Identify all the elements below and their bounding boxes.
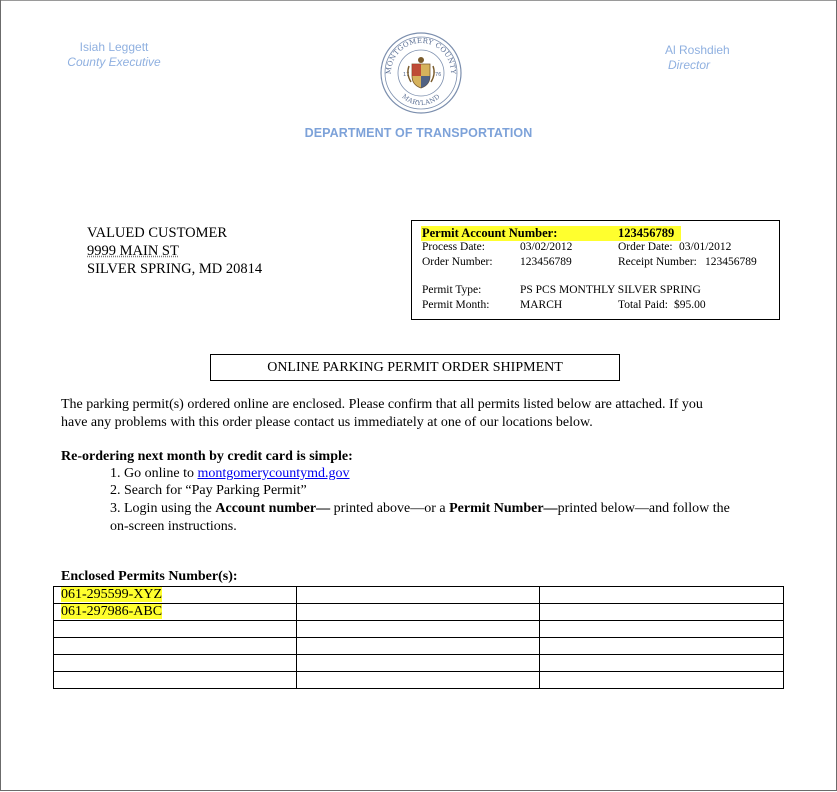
svg-text:17: 17 bbox=[403, 72, 410, 78]
svg-text:MONTGOMERY COUNTY: MONTGOMERY COUNTY bbox=[384, 36, 458, 75]
order-date-value: 03/01/2012 bbox=[679, 241, 732, 253]
reorder-step-1 bbox=[110, 465, 780, 483]
table-row bbox=[54, 638, 784, 655]
permit-number: 061-295599-XYZ bbox=[61, 587, 163, 602]
step-3-line-2: on-screen instructions. bbox=[110, 518, 237, 534]
document-title: ONLINE PARKING PERMIT ORDER SHIPMENT bbox=[210, 354, 620, 381]
enclosed-permits-table bbox=[53, 586, 784, 689]
county-executive-block bbox=[66, 40, 162, 70]
receipt-number-label: Receipt Number: bbox=[618, 256, 697, 268]
permit-cell bbox=[54, 638, 297, 655]
table-row bbox=[54, 587, 784, 604]
intro-line-1: The parking permit(s) ordered online are enclosed. Please confirm that all permits listed below are attached. If you bbox=[61, 397, 703, 412]
department-heading: DEPARTMENT OF TRANSPORTATION bbox=[304, 126, 533, 140]
permit-month-label: Permit Month: bbox=[422, 299, 490, 311]
permit-month-value: MARCH bbox=[520, 299, 563, 311]
permit-cell bbox=[297, 638, 540, 655]
permit-cell bbox=[297, 604, 540, 621]
total-paid-value: $95.00 bbox=[674, 299, 706, 311]
permit-cell bbox=[540, 621, 784, 638]
account-number-label: Permit Account Number: bbox=[422, 226, 558, 240]
order-number-label: Order Number: bbox=[422, 256, 493, 268]
process-date-label: Process Date: bbox=[422, 241, 485, 253]
svg-text:76: 76 bbox=[435, 72, 442, 78]
permit-cell bbox=[54, 655, 297, 672]
enclosed-permits-heading: Enclosed Permits Number(s): bbox=[61, 569, 238, 584]
permit-number: 061-297986-ABC bbox=[61, 604, 163, 619]
table-row bbox=[54, 655, 784, 672]
permit-type-label: Permit Type: bbox=[422, 284, 482, 296]
order-date-label: Order Date: bbox=[618, 241, 673, 253]
address-name: VALUED CUSTOMER bbox=[87, 225, 228, 241]
county-website-link[interactable]: montgomerycountymd.gov bbox=[197, 466, 350, 481]
county-seal-icon bbox=[380, 32, 462, 114]
reorder-step-2: 2. Search for “Pay Parking Permit” bbox=[110, 483, 307, 498]
permit-type-value: PS PCS MONTHLY SILVER SPRING bbox=[520, 284, 701, 296]
permit-cell bbox=[297, 621, 540, 638]
step-1-text: 1. Go online to bbox=[110, 466, 198, 481]
address-city: SILVER SPRING, MD 20814 bbox=[87, 261, 263, 277]
table-row bbox=[54, 672, 784, 689]
permit-cell bbox=[540, 638, 784, 655]
mailing-address bbox=[87, 224, 262, 278]
account-number-value: 123456789 bbox=[618, 226, 675, 240]
process-date-value: 03/02/2012 bbox=[520, 241, 573, 253]
permit-cell bbox=[540, 672, 784, 689]
permit-cell bbox=[297, 672, 540, 689]
permit-cell bbox=[540, 655, 784, 672]
permit-cell bbox=[297, 655, 540, 672]
permit-cell bbox=[297, 587, 540, 604]
account-info-box bbox=[411, 220, 780, 320]
permit-cell bbox=[54, 672, 297, 689]
permit-cell bbox=[540, 604, 784, 621]
step-3-permit-number: Permit Number— bbox=[449, 501, 558, 516]
permit-cell bbox=[54, 621, 297, 638]
step-3-text-e: printed below—and follow the bbox=[557, 501, 730, 516]
reorder-heading: Re-ordering next month by credit card is simple: bbox=[61, 449, 353, 464]
table-row bbox=[54, 604, 784, 621]
intro-paragraph bbox=[61, 396, 781, 431]
director-name: Al Roshdieh bbox=[665, 43, 730, 57]
director-block bbox=[650, 43, 760, 73]
order-number-value: 123456789 bbox=[520, 256, 572, 268]
county-executive-name: Isiah Leggett bbox=[79, 40, 149, 54]
intro-line-2: have any problems with this order please contact us immediately at one of our locations below. bbox=[61, 414, 593, 430]
permit-cell bbox=[540, 587, 784, 604]
reorder-step-3 bbox=[110, 500, 780, 535]
step-3-text-c: printed above—or a bbox=[330, 501, 450, 516]
svg-text:MARYLAND: MARYLAND bbox=[400, 92, 442, 108]
step-3-text-a: 3. Login using the bbox=[110, 501, 216, 516]
county-executive-title: County Executive bbox=[67, 55, 161, 69]
receipt-number-value: 123456789 bbox=[705, 256, 757, 268]
total-paid-label: Total Paid: bbox=[618, 299, 668, 311]
director-title: Director bbox=[668, 58, 711, 72]
permit-cell bbox=[54, 587, 297, 604]
table-row bbox=[54, 621, 784, 638]
permit-cell bbox=[54, 604, 297, 621]
step-3-account-number: Account number— bbox=[215, 501, 331, 516]
address-street: 9999 MAIN ST bbox=[87, 243, 179, 259]
